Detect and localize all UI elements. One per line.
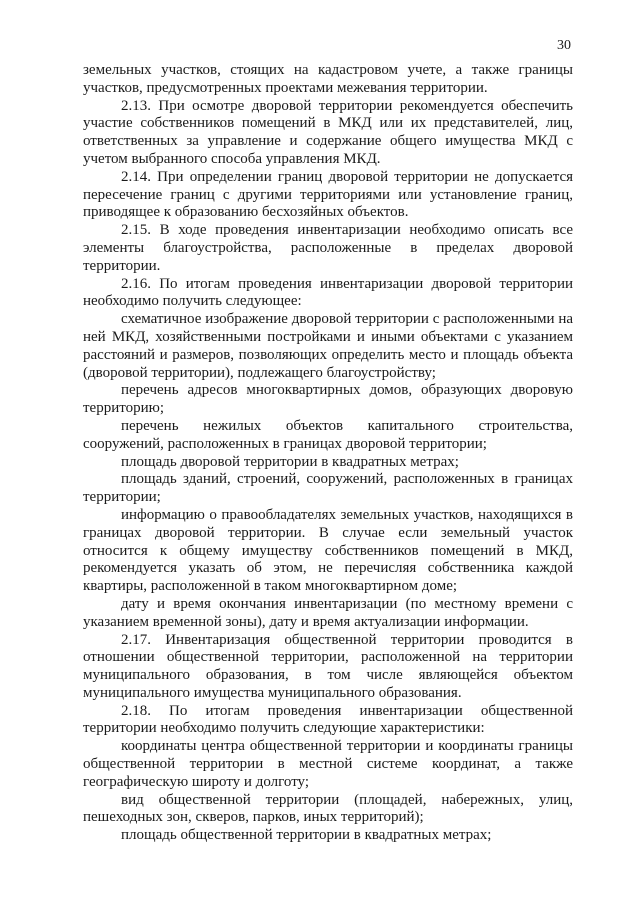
list-item: схематичное изображение дворовой территории с расположенными на ней МКД, хозяйственными постройками и иными объектами с указанием расстояний и размеров, позволяющих определить место и площадь объекта (дворовой территории), подлежащего благоустройству; [83, 311, 573, 381]
paragraph: 2.18. По итогам проведения инвентаризации общественной территории необходимо получить следующие характеристики: [83, 702, 573, 737]
paragraph: 2.13. При осмотре дворовой территории рекомендуется обеспечить участие собственников помещений в МКД или их представителей, лиц, ответственных за управление и содержание общего имущества МКД с учетом выбранного способа управления МКД. [83, 97, 573, 167]
list-item: информацию о правообладателях земельных участков, находящихся в границах дворовой территории. В случае если земельный участок относится к общему имуществу собственников помещений в МКД, рекомендуется указать об этом, не перечисляя собственника каждой квартиры, расположенной в таком многоквартирном доме; [83, 506, 573, 595]
list-item: вид общественной территории (площадей, набережных, улиц, пешеходных зон, скверов, парков, иных территорий); [83, 791, 573, 826]
page-number: 30 [557, 38, 571, 53]
document-body [83, 62, 573, 845]
paragraph: земельных участков, стоящих на кадастровом учете, а также границы участков, предусмотренных проектами межевания территории. [83, 62, 573, 96]
list-item: площадь зданий, строений, сооружений, расположенных в границах территории; [83, 471, 573, 506]
paragraph: 2.15. В ходе проведения инвентаризации необходимо описать все элементы благоустройства, расположенные в пределах дворовой территории. [83, 222, 573, 274]
paragraph: 2.16. По итогам проведения инвентаризации дворовой территории необходимо получить следующее: [83, 275, 573, 310]
paragraph: 2.14. При определении границ дворовой территории не допускается пересечение границ с другими территориями или установление границ, приводящее к образованию бесхозяйных объектов. [83, 168, 573, 221]
list-item: координаты центра общественной территории и координаты границы общественной территории в местной системе координат, а также географическую широту и долготу; [83, 738, 573, 790]
list-item: перечень нежилых объектов капитального строительства, сооружений, расположенных в границах дворовой территории; [83, 417, 573, 452]
paragraph: 2.17. Инвентаризация общественной территории проводится в отношении общественной территории, расположенной на территории муниципального образования, в том числе являющейся объектом муниципального имущества муниципального образования. [83, 631, 573, 701]
list-item: перечень адресов многоквартирных домов, образующих дворовую территорию; [83, 382, 573, 417]
list-item: площадь общественной территории в квадратных метрах; [121, 827, 492, 844]
list-item: дату и время окончания инвентаризации (по местному времени с указанием временной зоны), дату и время актуализации информации. [83, 595, 573, 630]
list-item: площадь дворовой территории в квадратных метрах; [121, 453, 459, 470]
